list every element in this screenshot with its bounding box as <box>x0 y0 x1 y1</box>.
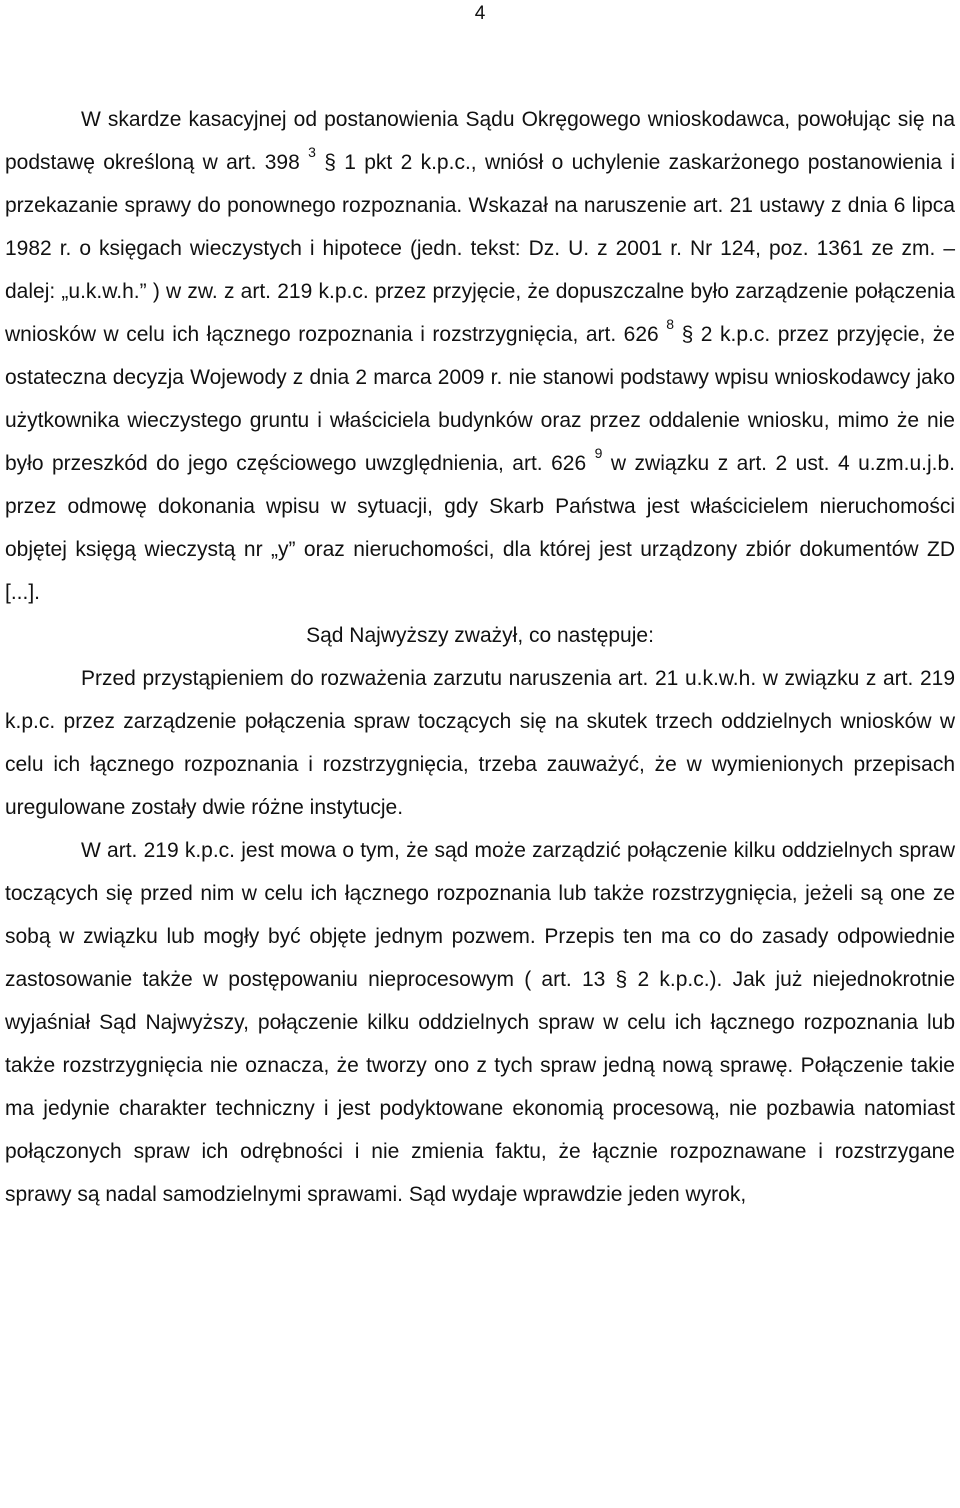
paragraph-preliminary-remark: Przed przystąpieniem do rozważenia zarzutu naruszenia art. 21 u.k.w.h. w związku z art. 219 k.p.c. przez zarządzenie połączenia spraw toczących się na skutek trzech oddzielnych wniosków w celu ich łącznego rozpoznania i rozstrzygnięcia, trzeba zauważyć, że w wymienionych przepisach uregulowane zostały dwie różne instytucje. <box>5 667 955 819</box>
document-body <box>5 98 955 1216</box>
page-number: 4 <box>474 3 486 24</box>
section-heading: Sąd Najwyższy zważył, co następuje: <box>306 624 654 647</box>
superscript: 3 <box>308 144 316 160</box>
paragraph-text: w związku z art. 2 ust. 4 u.zm.u.j.b. przez odmowę dokonania wpisu w sytuacji, gdy Skarb Państwa jest właścicielem nieruchomości objętej księgą wieczystą nr „y” oraz nieruchomości, dla której jest urządzony zbiór dokumentów ZD [...]. <box>5 452 955 604</box>
superscript: 9 <box>594 445 603 461</box>
paragraph-text: § 1 pkt 2 k.p.c., wniósł o uchylenie zaskarżonego postanowienia i przekazanie sprawy do ponownego rozpoznania. Wskazał na naruszenie art. 21 ustawy z dnia 6 lipca 1982 r. o księgach wieczystych i hipotece (jedn. tekst: Dz. U. z 2001 r. Nr 124, poz. 1361 ze zm. – dalej: „u.k.w.h.” ) w zw. z art. 219 k.p.c. przez przyjęcie, że dopuszczalne było zarządzenie połączenia wniosków w celu ich łącznego rozpoznania i rozstrzygnięcia, art. 626 <box>5 151 956 346</box>
paragraph-article-219: W art. 219 k.p.c. jest mowa o tym, że sąd może zarządzić połączenie kilku oddzielnych spraw toczących się przed nim w celu ich łącznego rozpoznania lub także rozstrzygnięcia, jeżeli są one ze sobą w związku lub mogły być objęte jednym pozwem. Przepis ten ma co do zasady odpowiednie zastosowanie także w postępowaniu nieprocesowym ( art. 13 § 2 k.p.c.). Jak już niejednokrotnie wyjaśniał Sąd Najwyższy, połączenie kilku oddzielnych spraw w celu ich łącznego rozpoznania lub także rozstrzygnięcia nie oznacza, że tworzy ono z tych spraw jedną nową sprawę. Połączenie takie ma jedynie charakter techniczny i jest podyktowane ekonomią procesową, nie pozbawia natomiast połączonych spraw ich odrębności i nie zmienia faktu, że łącznie rozpoznawane i rozstrzygane sprawy są nadal samodzielnymi sprawami. Sąd wydaje wprawdzie jeden wyrok, <box>5 839 955 1206</box>
superscript: 8 <box>666 316 675 332</box>
paragraph-text: § 2 k.p.c. przez przyjęcie, że ostateczna decyzja Wojewody z dnia 2 marca 2009 r. nie stanowi podstawy wpisu wnioskodawcy jako użytkownika wieczystego gruntu i właściciela budynków oraz przez oddalenie wniosku, mimo że nie było przeszkód do jego częściowego uwzględnienia, art. 626 <box>5 323 955 475</box>
paragraph-text: W skardze kasacyjnej od postanowienia Sądu Okręgowego wnioskodawca, powołując się na podstawę określoną w art. 398 <box>5 108 955 174</box>
paragraph-cassation-complaint <box>5 98 955 614</box>
